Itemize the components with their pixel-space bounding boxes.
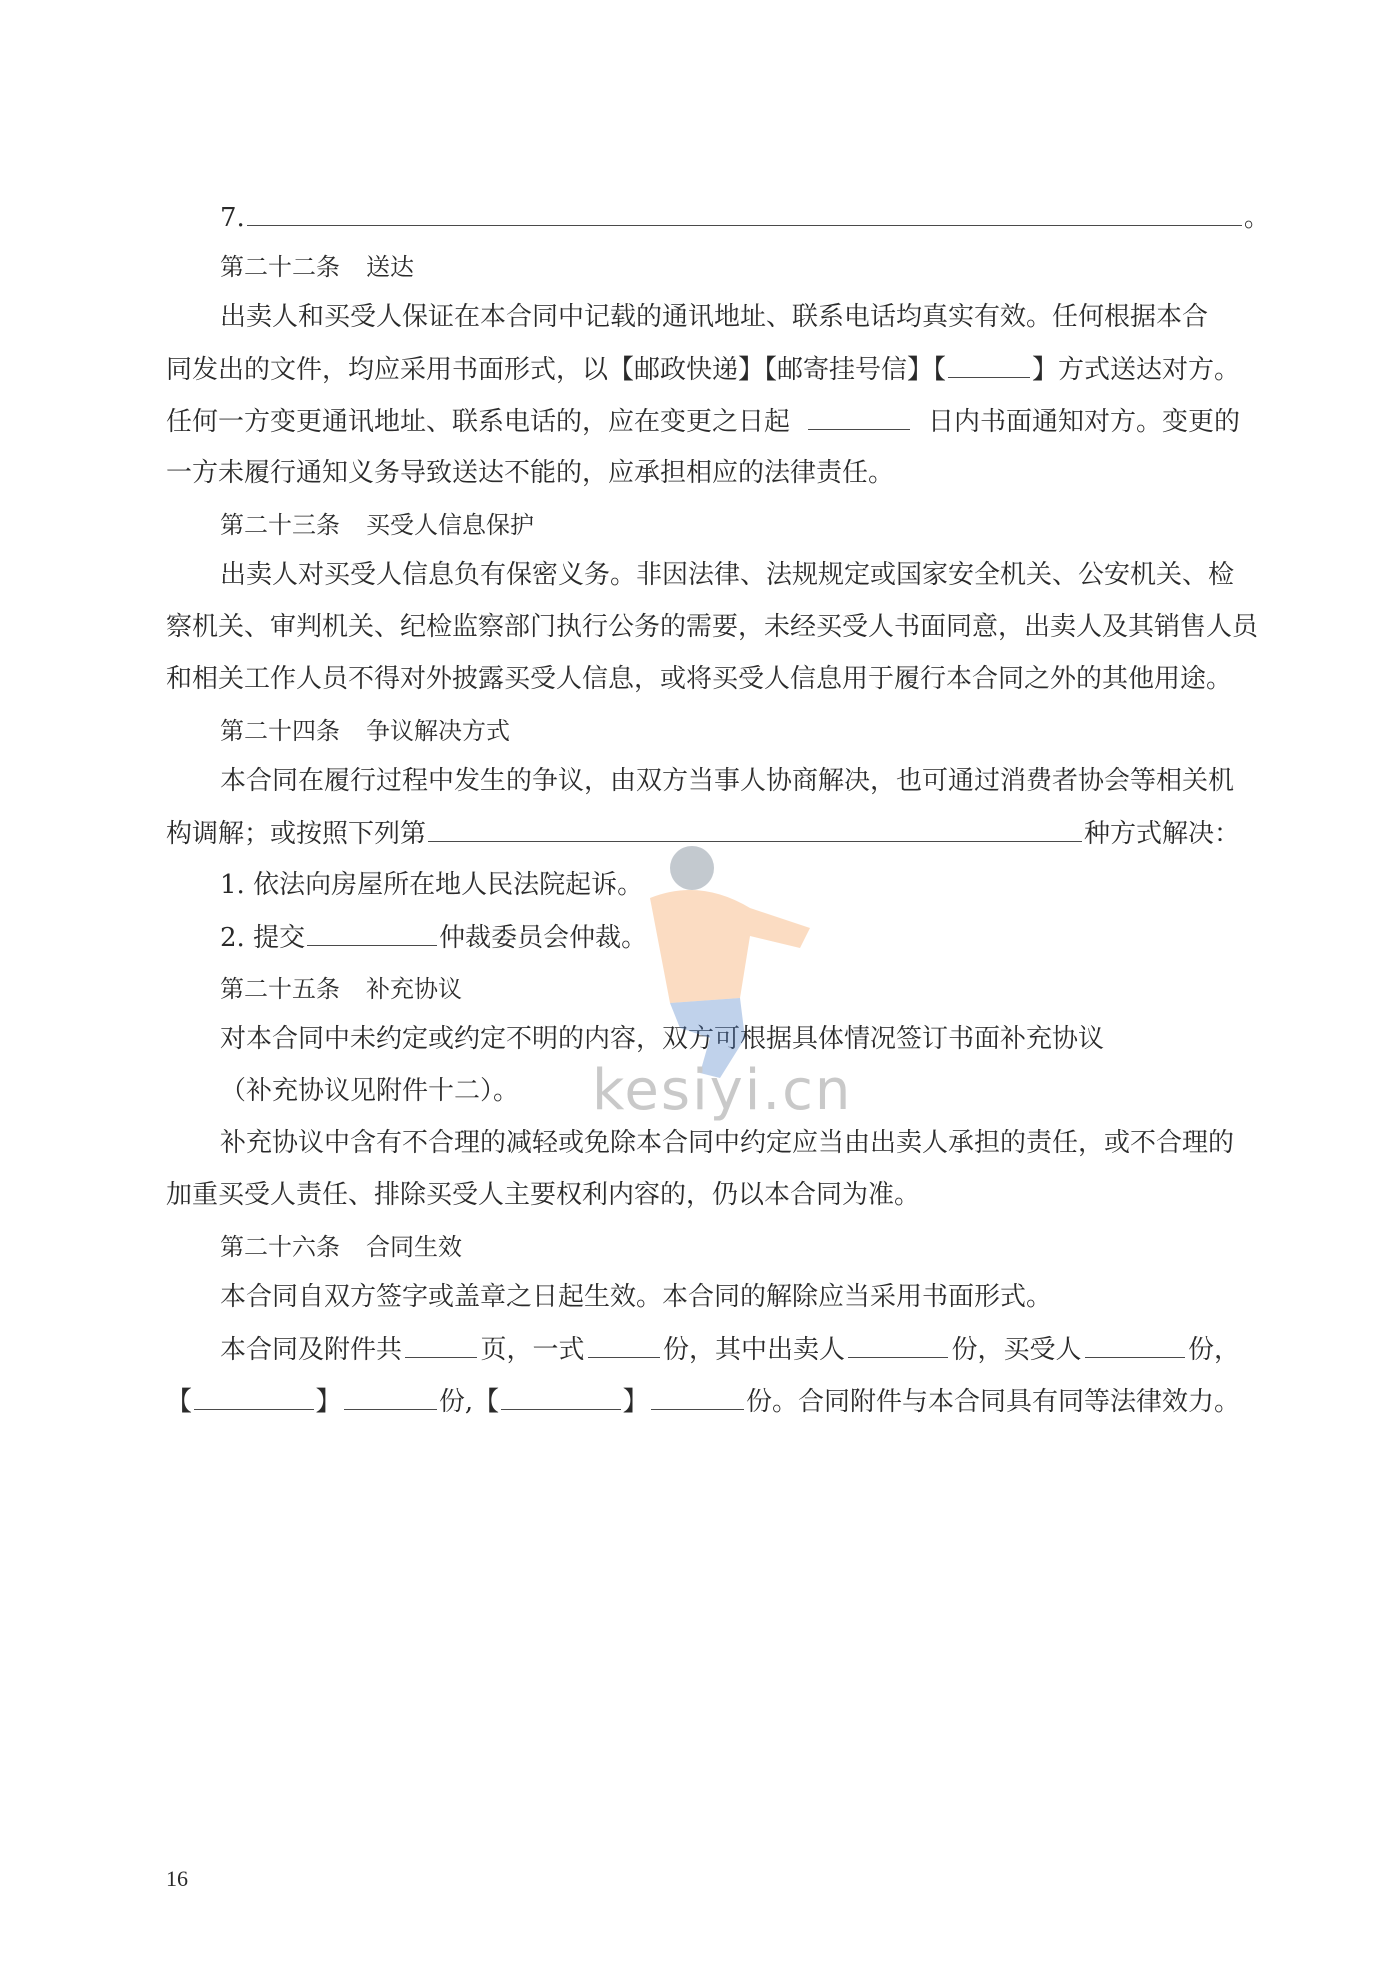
- notice-days-blank[interactable]: [808, 403, 910, 430]
- article-25-para-line-2: （补充协议见附件十二）。: [220, 1076, 520, 1106]
- article-25-title: 补充协议: [366, 975, 462, 1003]
- arbitration-commission-blank[interactable]: [307, 919, 437, 946]
- seller-copies-blank[interactable]: [848, 1331, 948, 1358]
- item-7-prefix: 7.: [220, 203, 245, 233]
- article-25-para-line-1: 对本合同中未约定或约定不明的内容，双方可根据具体情况签订书面补充协议: [220, 1024, 1105, 1054]
- article-26-t8: 份,【: [438, 1387, 500, 1417]
- article-26-title: 合同生效: [366, 1233, 462, 1261]
- article-24-option-1: 1. 依法向房屋所在地人民法院起诉。: [220, 870, 644, 900]
- article-24-text-b: 种方式解决：: [1083, 819, 1240, 849]
- page-number: 16: [166, 1866, 188, 1891]
- other-party-1-blank[interactable]: [194, 1383, 313, 1410]
- article-26-t7: 】: [315, 1387, 342, 1417]
- article-22-text-d: 日内书面通知对方。变更的: [927, 407, 1240, 437]
- item-7-end: 。: [1243, 203, 1270, 233]
- article-26-heading: [220, 1229, 1240, 1265]
- article-26-t6: 【: [166, 1387, 193, 1417]
- article-22-text-a: 同发出的文件，均应采用书面形式，以【邮政快递】【邮寄挂号信】【: [166, 355, 947, 385]
- article-22-number: 第二十二条: [220, 253, 340, 281]
- other-party-2-copies-blank[interactable]: [651, 1383, 744, 1410]
- article-26-t2: 页，一式: [480, 1335, 585, 1365]
- article-26-t4: 份，买受人: [951, 1335, 1082, 1365]
- buyer-copies-blank[interactable]: [1085, 1331, 1185, 1358]
- article-22-text-c: 任何一方变更通讯地址、联系电话的，应在变更之日起: [166, 407, 791, 437]
- article-23-para-line-1: 出卖人对买受人信息负有保密义务。非因法律、法规规定或国家安全机关、公安机关、检: [220, 560, 1235, 590]
- article-23-para-line-3: 和相关工作人员不得对外披露买受人信息，或将买受人信息用于履行本合同之外的其他用途。: [166, 664, 1233, 694]
- page-count-blank[interactable]: [405, 1331, 477, 1358]
- item-7-line: [220, 199, 1270, 236]
- item-7-blank[interactable]: [247, 199, 1242, 226]
- article-26-t1: 本合同及附件共: [220, 1335, 403, 1365]
- other-party-1-copies-blank[interactable]: [344, 1383, 437, 1410]
- article-22-para-line-1: 出卖人和买受人保证在本合同中记载的通讯地址、联系电话均真实有效。任何根据本合: [220, 302, 1209, 332]
- article-24-option-2-prefix: 2. 提交: [220, 923, 306, 953]
- article-26-t3: 份，其中出卖人: [662, 1335, 845, 1365]
- article-26-number: 第二十六条: [220, 1233, 340, 1261]
- article-22-text-b: 】方式送达对方。: [1031, 355, 1240, 385]
- article-26-para-line-1: 本合同自双方签字或盖章之日起生效。本合同的解除应当采用书面形式。: [220, 1282, 1053, 1312]
- article-24-title: 争议解决方式: [366, 717, 510, 745]
- article-24-text-a: 构调解；或按照下列第: [166, 819, 427, 849]
- article-25-number: 第二十五条: [220, 975, 340, 1003]
- article-24-para-line-1: 本合同在履行过程中发生的争议，由双方当事人协商解决，也可通过消费者协会等相关机: [220, 766, 1235, 796]
- article-23-number: 第二十三条: [220, 511, 340, 539]
- other-party-2-blank[interactable]: [501, 1383, 620, 1410]
- article-22-para-line-3: [166, 403, 1240, 440]
- article-24-option-2-suffix: 仲裁委员会仲裁。: [439, 923, 648, 953]
- article-22-para-line-2: [166, 351, 1240, 388]
- article-26-t10: 份。合同附件与本合同具有同等法律效力。: [745, 1387, 1240, 1417]
- article-22-title: 送达: [366, 253, 414, 281]
- article-26-para-line-2: [220, 1331, 1240, 1368]
- article-26-t5: 份，: [1187, 1335, 1240, 1365]
- article-23-title: 买受人信息保护: [366, 511, 534, 539]
- watermark-text: kesiyi.cn: [592, 1058, 853, 1123]
- article-23-heading: [220, 507, 1240, 543]
- article-22-para-line-4: 一方未履行通知义务导致送达不能的，应承担相应的法律责任。: [166, 458, 895, 488]
- article-26-para-line-3: [166, 1383, 1240, 1420]
- watermark-body: [650, 890, 810, 1003]
- article-26-t9: 】: [622, 1387, 649, 1417]
- copies-blank[interactable]: [588, 1331, 660, 1358]
- article-25-para2-line-1: 补充协议中含有不合理的减轻或免除本合同中约定应当由出卖人承担的责任，或不合理的: [220, 1128, 1235, 1158]
- article-25-para2-line-2: 加重买受人责任、排除买受人主要权利内容的，仍以本合同为准。: [166, 1180, 921, 1210]
- article-22-heading: [220, 249, 1240, 285]
- watermark-head: [670, 846, 714, 890]
- article-23-para-line-2: 察机关、审判机关、纪检监察部门执行公务的需要，未经买受人书面同意，出卖人及其销售人员: [166, 612, 1259, 642]
- delivery-method-blank[interactable]: [948, 351, 1030, 378]
- article-24-number: 第二十四条: [220, 717, 340, 745]
- article-24-heading: [220, 713, 1240, 749]
